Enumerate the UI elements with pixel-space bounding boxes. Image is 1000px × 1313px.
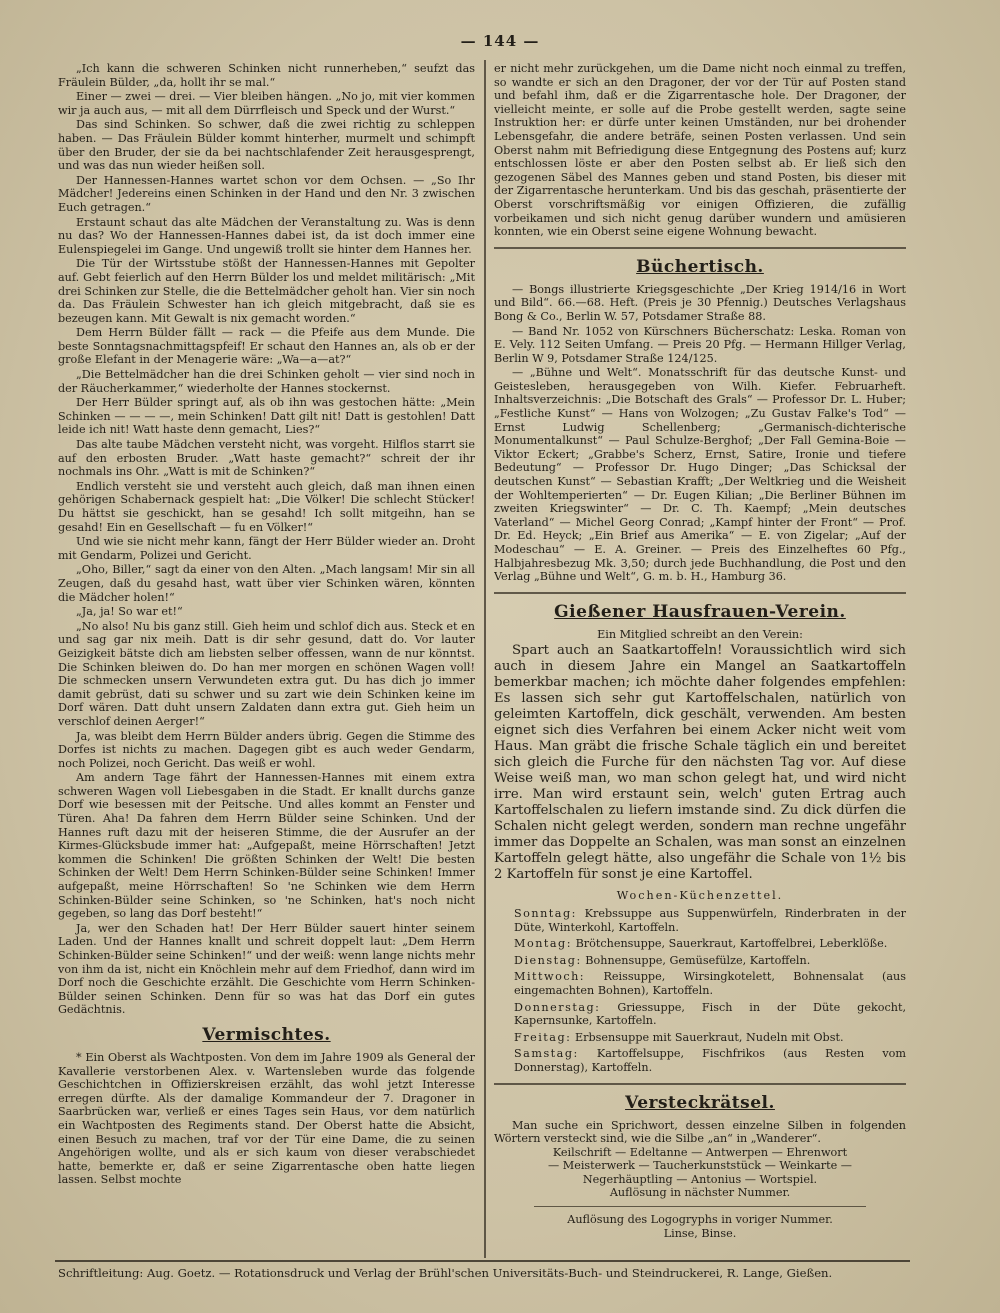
story-paragraph: Die Tür der Wirtsstube stößt der Hannessen-Hannes mit Gepolter auf. Gebt feierlich auf den Herrn Bülder los und meldet militärisch: „Mit drei Schinken zur Stelle, die die Bettelmädcher geholt han. Vier sin noch da. Das Fräulein Schwester han ich gleich mitgebracht, daß sie es bezeugen kann. Mit Gewalt is nix gemacht worden.“ [58,257,475,325]
story-paragraph: Und wie sie nicht mehr kann, fängt der Herr Bülder wieder an. Droht mit Gendarm, Polizei und Gericht. [58,535,475,562]
puzzle-line: Negerhäuptling — Antonius — Wortspiel. [582,1172,818,1186]
weekly-menu [494,907,906,1075]
story-paragraph: Endlich versteht sie und versteht auch gleich, daß man ihnen einen gehörigen Schabernack gespielt hat: „Die Völker! Die schlecht Stücker! Du hättst sie geschickt, han se gesahd! Ich sollt mitgeihn, han se gesahd! Ein en Gesellschaft — fu en Völker!“ [58,479,475,534]
imprint-footer: Schriftleitung: Aug. Goetz. — Rotationsdruck und Verlag der Brühl'schen Universitäts-Buch- und Steindruckerei, R. Lange, Gießen. [58,1266,833,1280]
menu-day: Freitag: [514,1030,572,1044]
story-paragraph: Ja, wer den Schaden hat! Der Herr Bülder sauert hinter seinem Laden. Und der Hannes knallt und schreit doppelt laut: „Dem Herrn Schinken-Bülder seine Schinken!“ und der weiß: wenn lange nichts mehr von ihm da ist, nicht ein Knöchlein mehr auf dem Friedhof, dann wird im Dorf noch die Geschichte erzählt. Die Geschichte vom Herrn Schinken-Bülder seinen Schinken. Denn für so was hat das Dorf ein gutes Gedächtnis. [58,921,475,1017]
vermischtes-continuation: er nicht mehr zurückgehen, um die Dame nicht noch einmal zu treffen, so wandte er sich an den Dragoner, der vor der Tür auf Posten stand und befahl ihm, daß er die Zigarrentasche hole. Der Dragoner, der vielleicht meinte, er solle auf die Probe gestellt werden, sagte seine Instruktion her: er dürfe unter keinen Umständen, nur bei drohender Lebensgefahr, die andere beträfe, seinen Posten verlassen. Und sein Oberst nahm mit Befriedigung diese Entgegnung des Postens auf; kurz entschlossen löste er aber den Posten selbst ab. Er ließ sich den gezogenen Säbel des Mannes geben und stand Posten, bis dieser mit der Zigarrentasche herunterkam. Und bis das geschah, präsentierte der Oberst vorschriftsmäßig vor einigen Offizieren, die zufällig vorbeikamen und sich nicht genug darüber wundern und amüsieren konnten, wie ein Oberst seine eigene Wohnung bewacht. [494,62,906,239]
menu-day: Samstag: [514,1047,579,1061]
menu-dishes: Brötchensuppe, Sauerkraut, Kartoffelbrei, Leberklöße. [575,937,888,951]
menu-entry [494,1001,906,1028]
story-paragraph: Ja, was bleibt dem Herrn Bülder anders übrig. Gegen die Stimme des Dorfes ist nichts zu machen. Dagegen gibt es auch weder Gendarm, noch Polizei, noch Gericht. Das weiß er wohl. [58,729,475,770]
section-rule [494,247,906,249]
menu-dishes: Griessuppe, Fisch in der Düte gekocht, Kapernsunke, Kartoffeln. [514,1000,906,1028]
puzzle-line: Keilschrift — Edeltanne — Antwerpen — Ehrenwort [552,1145,848,1159]
section-rule [494,592,906,594]
story-paragraph: Das sind Schinken. So schwer, daß die zwei richtig zu schleppen haben. — Das Fräulein Bülder kommt hinterher, murmelt und schimpft über den Bruder, der sie da bei nachtschlafender Zeit herausgesprengt, und was das nun wieder heißen soll. [58,118,475,173]
story-paragraph: „Ich kann die schweren Schinken nicht runnerheben,“ seufzt das Fräulein Bülder, „da, hollt ihr se mal.“ [58,62,475,89]
right-column [494,62,906,1262]
menu-entry [494,937,906,951]
story-paragraph: Erstaunt schaut das alte Mädchen der Veranstaltung zu. Was is denn nu das? Wo der Hannessen-Hannes dabei ist, da ist doch immer eine Eulenspiegelei im Gange. Und ungewiß trollt sie hinter dem Hannes her. [58,215,475,256]
menu-dishes: Kartoffelsuppe, Fischfrikos (aus Resten vom Donnerstag), Kartoffeln. [514,1047,906,1074]
puzzle-heading: Versteckrätsel. [625,1092,775,1113]
menu-entry [494,1031,906,1045]
story-paragraph: Das alte taube Mädchen versteht nicht, was vorgeht. Hilflos starrt sie auf den erbosten Bruder. „Watt haste gemacht?“ schreit der ihr nochmals ins Ohr. „Watt is mit de Schinken?“ [58,438,475,479]
menu-dishes: Bohnensuppe, Gemüsefülze, Kartoffeln. [585,953,811,967]
hausfrauen-paragraph: Spart auch an Saatkartoffeln! Voraussichtlich wird sich auch in diesem Jahre ein Mangel an Saatkartoffeln bemerkbar machen; ich möchte daher folgendes empfehlen: Es lassen sich sehr gut Kartoffelschalen, natürlich von geleimten Kartoffeln, dick geschält, verwenden. Am besten eignet sich dies Verfahren bei einem Acker nicht weit vom Haus. Man gräbt die frische Schale täglich ein und bereitet sich gleich die Furche für den nächsten Tag vor. Auf diese Weise weiß man, wo man schon gelegt hat, und wird nicht irre. Man wird erstaunt sein, welch' guten Ertrag auch Kartoffelschalen zu liefern imstande sind. Zu dick dürfen die Schalen nicht gelegt werden, sondern man rechne ungefähr immer das Doppelte an Schalen, was man sonst an einzelnen Kartoffeln gelegt hätte, also ungefähr die Schale von 1½ bis 2 Kartoffeln für sonst je eine Kartoffel. [494,643,906,883]
book-notice: — Bongs illustrierte Kriegsgeschichte „Der Krieg 1914/16 in Wort und Bild“. 66.—68. Heft. (Preis je 30 Pfennig.) Deutsches Verlagshaus Bong & Co., Berlin W. 57, Potsdamer Straße 88. [494,282,906,323]
menu-title: Wochen-Küchenzettel. [616,889,784,903]
menu-dishes: Krebssuppe aus Suppenwürfeln, Rinderbraten in der Düte, Winterkohl, Kartoffeln. [514,906,906,934]
menu-day: Donnerstag: [514,1000,601,1014]
story-paragraph: Dem Herrn Bülder fällt — rack — die Pfeife aus dem Munde. Die beste Sonntagsnachmittagspfeif! Er schaut den Hannes an, als ob er der große Elefant in der Menagerie wäre: „Wa—a—at?“ [58,326,475,367]
hausfrauen-subheading: Ein Mitglied schreibt an den Verein: [597,627,803,641]
menu-dishes: Erbsensuppe mit Sauerkraut, Nudeln mit Obst. [574,1030,844,1044]
menu-entry [494,954,906,968]
buechertisch-list [494,283,906,584]
page-number: — 144 — [460,32,540,50]
vermischtes-heading: Vermischtes. [202,1024,331,1045]
story-paragraph: „Ja, ja! So war et!“ [76,605,183,619]
column-divider [484,60,486,1258]
buechertisch-heading: Büchertisch. [636,256,764,277]
story-paragraph: „Oho, Biller,“ sagt da einer von den Alten. „Mach langsam! Mir sin all Zeugen, daß du gesahd hast, watt über vier Schinken wären, könnten die Mädcher holen!“ [58,563,475,604]
menu-day: Dienstag: [514,953,582,967]
story-paragraph: Der Herr Bülder springt auf, als ob ihn was gestochen hätte: „Mein Schinken — — — —, mein Schinken! Datt gilt nit! Datt is gestohlen! Datt leide ich nit! Watt haste denn gemacht, Lies?“ [58,396,475,437]
menu-entry [494,907,906,934]
solution-title: Auflösung des Logogryphs in voriger Nummer. [567,1213,833,1227]
puzzle-intro: Man suche ein Sprichwort, dessen einzelne Silben in folgenden Wörtern versteckt sind, wie die Silbe „an“ in „Wanderer“. [494,1118,906,1146]
story-paragraph: „No also! Nu bis ganz still. Gieh heim und schlof dich aus. Steck et en und sag gar nix meih. Datt is dir sehr gesund, datt do. Vor lauter Geizigkeit bätste dich am liebsten selber offessen, wann de nur könntst. Die Schinken bleiwen do. Do han mer morgen en schönen Wagen voll! Die schmecken unsern Verwundeten extra gut. Du has dich jo immer damit gebrüst, dati su schwer und su zart wie dein Schinken keine im Dorf wären. Datt duht unsern Zaldaten dann extra gut. Gieh heim un verschlof deinen Aerger!“ [58,619,475,728]
puzzle-line: — Meisterwerk — Taucherkunststück — Weinkarte — [548,1159,852,1173]
vermischtes-paragraph: * Ein Oberst als Wachtposten. Von dem im Jahre 1909 als General der Kavallerie verstorbenen Alex. v. Wartensleben wurde das folgende Geschichtchen in Offizierskreisen erzählt, das wohl jetzt Interesse erregen dürfte. Als der damalige Kommandeur der 7. Dragoner in Saarbrücken war, verließ er eines Tages sein Haus, vor dem natürlich ein Wachtposten des Regiments stand. Der Oberst hatte die Absicht, einen Besuch zu machen, traf vor der Tür eine Dame, die zu seinen Angehörigen wollte, und als er sich kaum von dieser verabschiedet hatte, bemerkte er, daß er seine Zigarrentasche oben hatte liegen lassen. Selbst mochte [58,1050,475,1187]
menu-day: Sonntag: [514,906,577,920]
story-paragraph: „Die Bettelmädcher han die drei Schinken geholt — vier sind noch in der Räucherkammer,“ wiederholte der Hannes stockernst. [58,368,475,395]
puzzle-rule [534,1206,866,1207]
section-rule [494,1083,906,1085]
story-paragraph: Am andern Tage fährt der Hannessen-Hannes mit einem extra schweren Wagen voll Liebesgaben in die Stadt. Er knallt durchs ganze Dorf wie besessen mit der Peitsche. Und alles kommt an Fenster und Türen. Aha! Da fahren dem Herrn Bülder seine Schinken. Und der Hannes ruft dazu mit der heiseren Stimme, die der Ausrufer an der Kirmes-Glücksbude immer hat: „Aufgepaßt, meine Hörrschaften! Jetzt kommen die Schinken! Die größten Schinken der Welt! Die besten Schinken der Welt! Dem Herrn Schinken-Bülder seine Schinken! Immer aufgepaßt, meine Hörrschaften! So 'ne Schinken wie dem Herrn Schinken-Bülder seine Schinken, so 'ne Schinken, hat's noch nicht gegeben, so lang das Dorf besteht!“ [58,771,475,921]
puzzle-block [494,1119,906,1241]
left-column [58,62,475,1262]
solution-text: Linse, Binse. [663,1226,737,1240]
menu-day: Mittwoch: [514,970,586,984]
story-paragraph: Der Hannessen-Hannes wartet schon vor dem Ochsen. — „So Ihr Mädcher! Jedereins einen Schinken in der Hand und den Nr. 3 zwischen Euch getragen.“ [58,173,475,214]
footer-rule [55,1260,910,1262]
puzzle-line: Auflösung in nächster Nummer. [609,1186,791,1200]
story-text [58,62,475,1017]
book-notice: — „Bühne und Welt“. Monatsschrift für das deutsche Kunst- und Geistesleben, herausgegeben von Wilh. Kiefer. Februarheft. Inhaltsverzeichnis: „Die Botschaft des Grals“ — Professor Dr. L. Huber; „Festliche Kunst“ — Hans von Wolzogen; „Zu Gustav Falke's Tod“ — Ernst Ludwig Schellenberg; „Germanisch-dichterische Monumentalkunst“ — Paul Schulze-Berghof; „Der Fall Gemina-Boie — Viktor Eckert; „Grabbe's Scherz, Ernst, Satire, Ironie und tiefere Bedeutung“ — Professor Dr. Hugo Dinger; „Das Schicksal der deutschen Kunst“ — Sebastian Krafft; „Der Weltkrieg und die Weisheit der Wohltemperierten“ — Dr. Eugen Kilian; „Die Berliner Bühnen im zweiten Kriegswinter“ — Dr. C. Th. Kaempf; „Mein deutsches Vaterland“ — Michel Georg Conrad; „Kampf hinter der Front“ — Prof. Dr. Ed. Heyck; „Ein Brief aus Amerika“ — E. von Zigelar; „Auf der Modeschau“ — E. A. Greiner. — Preis des Einzelheftes 60 Pfg., Halbjahresbezug Mk. 3,50; durch jede Buchhandlung, die Post und den Verlag „Bühne und Welt“, G. m. b. H., Hamburg 36. [494,366,906,584]
menu-dishes: Reissuppe, Wirsingkotelett, Bohnensalat (aus eingemachten Bohnen), Kartoffeln. [514,970,906,997]
story-paragraph: Einer — zwei — drei. — Vier bleiben hängen. „No jo, mit vier kommen wir ja auch aus, — mit all dem Dürrfleisch und Speck und der Wurst.“ [58,90,475,117]
menu-day: Montag: [514,937,572,951]
hausfrauen-heading: Gießener Hausfrauen-Verein. [554,601,846,622]
menu-entry [494,1047,906,1074]
menu-entry [494,970,906,997]
puzzle-words [494,1146,906,1200]
book-notice: — Band Nr. 1052 von Kürschners Bücherschatz: Leska. Roman von E. Vely. 112 Seiten Umfang. — Preis 20 Pfg. — Hermann Hillger Verlag, Berlin W 9, Potsdamer Straße 124/125. [494,324,906,365]
